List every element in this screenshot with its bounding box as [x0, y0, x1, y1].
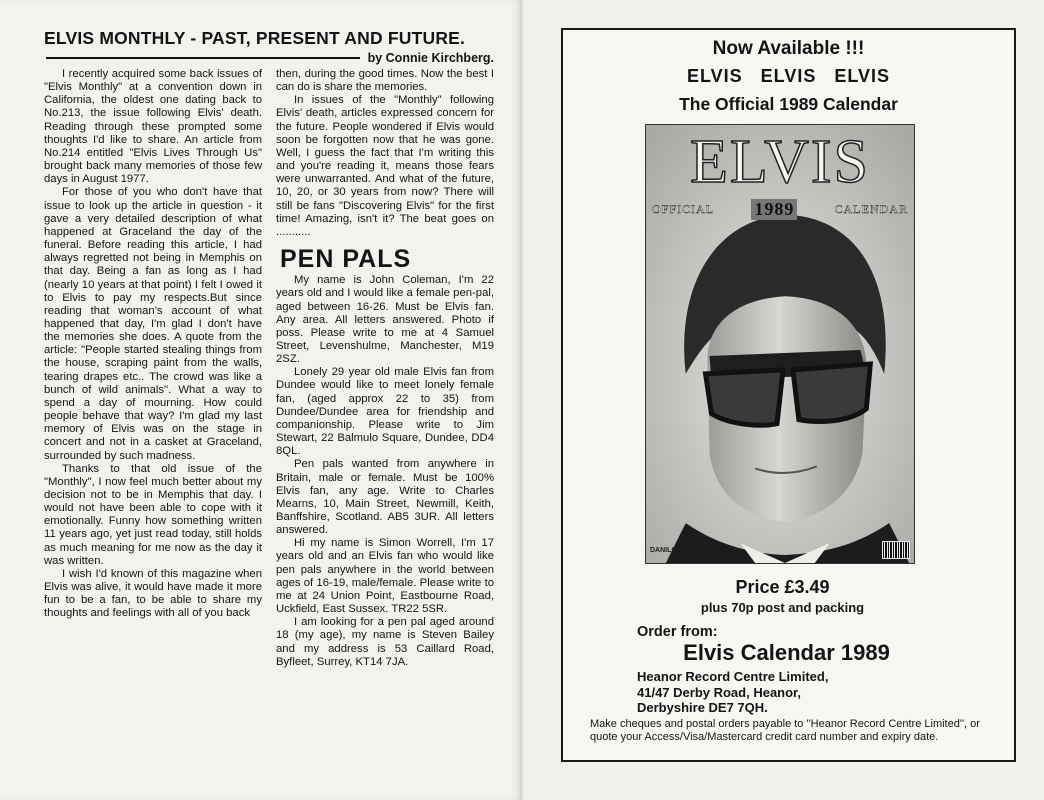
calendar-strip-left: OFFICIAL [652, 202, 715, 216]
address-line: Derbyshire DE7 7QH. [637, 700, 768, 715]
barcode-icon [882, 541, 910, 559]
column-2 [276, 68, 494, 669]
calendar-strip-right: CALENDAR [834, 202, 908, 216]
ad-payment-note: Make cheques and postal orders payable to ''Heanor Record Centre Limited'', or quote your Access/Visa/Mastercard credit card number and expiry date. [590, 718, 980, 743]
article-title: ELVIS MONTHLY - PAST, PRESENT AND FUTURE. [44, 28, 466, 48]
ad-product-line: The Official 1989 Calendar [679, 94, 898, 114]
ad-address [637, 669, 828, 716]
address-line: Heanor Record Centre Limited, [637, 669, 829, 684]
calendar-advert [561, 28, 1016, 762]
article-byline: by Connie Kirchberg. [367, 50, 494, 65]
right-page [524, 0, 1044, 800]
calendar-year: 1989 [751, 199, 797, 220]
pen-pal-listing: Pen pals wanted from anywhere in Britain, male or female. Must be 100% Elvis fan, any age. Write to Charles Mearns, 10, Main Street, Newmill, Keith, Banffshire, Scotland. AB5 3UR. All letters answered. [276, 458, 494, 537]
column-1 [44, 68, 262, 669]
ad-headline: Now Available !!! [712, 38, 865, 59]
pen-pal-listing: I am looking for a pen pal aged around 18 (my age), my name is Steven Bailey and my address is 53 Caillard Road, Byfleet, Surrey, KT14 7JA. [276, 616, 494, 668]
ad-price: Price £3.49 [735, 577, 830, 597]
article-paragraph: Thanks to that old issue of the "Monthly", I now feel much better about my decision not to be in Memphis that day. I would not have been able to cope with it emotionally. Funny how something written 11 years ago, yet just read today, still holds as much meaning for me now as the day it was written. [44, 462, 262, 567]
article-paragraph: For those of you who don't have that issue to look up the article in question - it gave a very detailed description of what happened at Graceland the day of the funeral. Before reading this article, I had always regretted not being in Memphis on that day. Being a fan as long as I had (nearly 10 years at that point) I felt I owed it to Elvis to pay my respects.But since reading that woman's account of what happened that day, I'm glad I don't have the memories she does. A quote from the article: "People started stealing things from the house, scraping paint from the walls, tearing drapes etc.. The crowd was like a bunch of wild animals". What a way to spend a day of mourning. How could people behave that way? I'm glad my last memory of Elvis was on the stage in concert and not in a casket at Graceland, surrounded by such madness. [44, 186, 262, 462]
byline-row [44, 50, 494, 65]
ad-product-name: Elvis Calendar 1989 [683, 640, 890, 665]
article-paragraph: In issues of the "Monthly" following Elvis' death, articles expressed concern for the future. People wondered if Elvis would soon be forgotten now that he was gone. Well, I guess the fact that I'm writing this and you're reading it, means those fears were unwarranted. And what of the future, 10, 20, or 30 years from now? There will still be fans "Discovering Elvis" for the first time! Amazing, isn't it? The beat goes on ........... [276, 94, 494, 238]
calendar-strip [652, 199, 908, 220]
pen-pal-listing: Hi my name is Simon Worrell, I'm 17 years old and an Elvis fan who would like pen pals anywhere in the world between ages of 16-19, male/female. Please write to me at 24 Union Point, Eastbourne Road, Uckfield, East Sussex. TR22 5SR. [276, 537, 494, 616]
calendar-title: ELVIS [690, 128, 870, 196]
pen-pal-listing: My name is John Coleman, I'm 22 years old and I would like a female pen-pal, aged between 16-26. Must be Elvis fan. Any area. All letters answered. Photo if poss. Please write to me at 4 Samuel Street, Levenshulme, Manchester, M19 2SZ. [276, 274, 494, 366]
calendar-cover-image [645, 124, 915, 564]
title-rule [46, 57, 360, 59]
article-columns [44, 68, 494, 669]
article-paragraph: then, during the good times. Now the best I can do is share the memories. [276, 68, 494, 94]
address-line: 41/47 Derby Road, Heanor, [637, 684, 802, 700]
ad-subheadline: ELVIS ELVIS ELVIS [686, 66, 891, 86]
calendar-brand-logo: DANILO [650, 547, 677, 554]
pen-pals-title: PEN PALS [280, 245, 412, 274]
pen-pal-listing: Lonely 29 year old male Elvis fan from Dundee would like to meet lonely female fan, (aged approx 22 to 35) from Dundee/Dundee area for friendship and companionship. Please write to Jim Stewart, 22 Balmulo Square, Dundee, DD4 8QL. [276, 366, 494, 458]
article-paragraph: I recently acquired some back issues of "Elvis Monthly" at a convention down in California, the oldest one dating back to No.213, the issue following Elvis' death. Reading through these prompted some thoughts I'd like to share. An article from No.214 entitled "Elvis Lives Through Us" brought back many memories of those few days in August 1977. [44, 68, 262, 186]
ad-postage: plus 70p post and packing [700, 600, 865, 615]
ad-order-from: Order from: [637, 624, 718, 640]
article-paragraph: I wish I'd known of this magazine when Elvis was alive, it would have made it more fun to be a fan, to be able to share my thoughts and feelings with all of you back [44, 567, 262, 620]
